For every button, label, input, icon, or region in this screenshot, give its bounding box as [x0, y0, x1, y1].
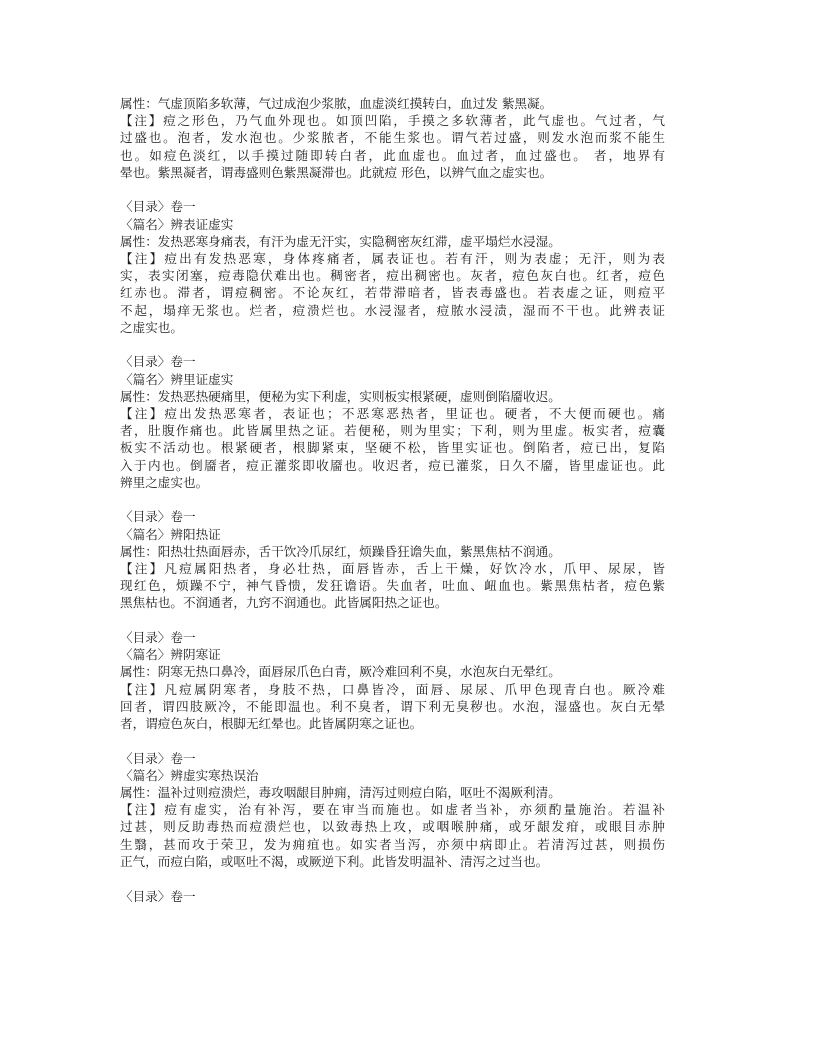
text-line: 之虚实也。	[120, 319, 183, 335]
text-line: 现红色，烦躁不宁，神气昏愦，发狂谵语。失血者，吐血、衄血也。紫黑焦枯者，痘色紫	[120, 578, 665, 594]
annotation-line: 【注】凡痘属阴寒者，身肢不热，口鼻皆冷，面唇、尿尿、爪甲色现青白也。厥冷难	[120, 681, 665, 697]
paragraph-gap	[120, 336, 665, 354]
annotation-line: 【注】痘出发热恶寒者，表证也；不恶寒恶热者，里证也。硬者，不大便而硬也。痛	[120, 406, 665, 421]
paragraph-gap	[120, 732, 665, 750]
attribute-verse: 属性：发热恶热硬痛里，便秘为实下利虚，实则板实根紧硬，虚则倒陷靥收迟。	[120, 388, 561, 404]
section-title: 〈篇名〉辨阳热证	[120, 526, 221, 542]
catalog-label: 〈目录〉卷一	[120, 199, 196, 215]
text-line: 黑焦枯也。不润通者，九窍不润通也。此皆属阳热之证也。	[120, 595, 448, 611]
text-line: 不起，塌痒无浆也。烂者，痘溃烂也。水浸湿者，痘脓水浸渍，湿而不干也。此辨表证	[120, 302, 665, 318]
annotation-line: 【注】痘有虚实，治有补泻，要在审当而施也。如虚者当补，亦须酌量施治。若温补	[120, 802, 665, 818]
text-line: 回者，谓四肢厥冷，不能即温也。利不臭者，谓下利无臭秽也。水泡，湿盛也。灰白无晕	[120, 698, 665, 714]
paragraph-gap	[120, 870, 665, 888]
text-line: 过盛也。泡者，发水泡也。少浆脓者，不能生浆也。谓气若过盛，则发水泡而浆不能生	[120, 130, 665, 146]
section-title: 〈篇名〉辨阴寒证	[120, 647, 221, 663]
catalog-label: 〈目录〉卷一	[120, 888, 196, 904]
text-section	[120, 888, 665, 905]
attribute-verse: 属性：温补过则痘溃烂，毒攻咽龈目肿痈，清泻过则痘白陷，呕吐不渴厥利清。	[120, 785, 561, 801]
paragraph-gap	[120, 491, 665, 509]
text-section	[120, 198, 665, 336]
annotation-line: 【注】痘出有发热恶寒，身体疼痛者，属表证也。若有汗，则为表虚；无汗，则为表	[120, 251, 665, 266]
section-title: 〈篇名〉辨表证虚实	[120, 216, 234, 232]
section-title: 〈篇名〉辨虚实寒热误治	[120, 767, 259, 783]
catalog-label: 〈目录〉卷一	[120, 354, 196, 370]
text-line: 实，表实闭塞，痘毒隐伏难出也。稠密者，痘出稠密也。灰者，痘色灰白也。红者，痘色	[120, 268, 665, 284]
document-page	[120, 95, 665, 905]
annotation-line: 【注】痘之形色，乃气血外现也。如顶凹陷，手摸之多软薄者，此气虚也。气过者，气	[120, 113, 665, 129]
paragraph-gap	[120, 612, 665, 630]
attribute-verse: 属性：发热恶寒身痛表，有汗为虚无汗实，实隐稠密灰红滞，虚平塌烂水浸湿。	[120, 233, 561, 249]
text-line: 者，肚腹作痛也。此皆属里热之证。若便秘，则为里实；下利，则为里虚。板实者，痘囊	[120, 423, 665, 439]
text-line: 生翳，甚而攻于荣卫，发为痈疽也。如实者当泻，亦须中病即止。若清泻过甚，则损伤	[120, 836, 665, 852]
catalog-label: 〈目录〉卷一	[120, 630, 196, 646]
catalog-label: 〈目录〉卷一	[120, 750, 196, 766]
attribute-verse: 属性：气虚顶陷多软薄，气过成泡少浆脓，血虚淡红摸转白，血过发 紫黑凝。	[120, 96, 553, 111]
text-line: 入于内也。倒靥者，痘正灌浆即收靥也。收迟者，痘已灌浆，日久不靥，皆里虚证也。此	[120, 457, 665, 473]
text-section	[120, 629, 665, 732]
text-section	[120, 508, 665, 611]
text-line: 正气，而痘白陷，或呕吐不渴，或厥逆下利。此皆发明温补、清泻之过当也。	[120, 853, 549, 869]
attribute-verse: 属性：阳热壮热面唇赤，舌干饮冷爪尿红，烦躁昏狂谵失血，紫黑焦枯不润通。	[120, 543, 561, 559]
text-line: 板实不活动也。根紧硬者，根脚紧束，坚硬不松，皆里实证也。倒陷者，痘已出，复陷	[120, 440, 665, 456]
text-line: 晕也。紫黑凝者，谓毒盛则色紫黑凝滞也。此就痘 形色，以辨气血之虚实也。	[120, 164, 553, 180]
text-line: 过甚，则反助毒热而痘溃烂也，以致毒热上攻，或咽喉肿痛，或牙龈发疳，或眼目赤肿	[120, 819, 665, 835]
text-line: 者，谓痘色灰白，根脚无红晕也。此皆属阴寒之证也。	[120, 716, 423, 731]
catalog-label: 〈目录〉卷一	[120, 509, 196, 525]
paragraph-gap	[120, 181, 665, 199]
section-title: 〈篇名〉辨里证虚实	[120, 371, 234, 387]
attribute-verse: 属性：阴寒无热口鼻冷，面唇尿爪色白青，厥冷难回利不臭，水泡灰白无晕红。	[120, 664, 561, 680]
text-line: 辨里之虚实也。	[120, 474, 209, 490]
text-section	[120, 750, 665, 870]
text-section	[120, 95, 665, 181]
text-section	[120, 353, 665, 491]
annotation-line: 【注】凡痘属阳热者，身必壮热，面唇皆赤，舌上干燥，好饮冷水，爪甲、尿尿，皆	[120, 561, 665, 576]
text-line: 红赤也。滞者，谓痘稠密。不论灰红，若带滞暗者，皆表毒盛也。若表虚之证，则痘平	[120, 285, 665, 301]
text-line: 也。如痘色淡红，以手摸过随即转白者，此血虚也。血过者，血过盛也。 者，地界有	[120, 147, 665, 163]
